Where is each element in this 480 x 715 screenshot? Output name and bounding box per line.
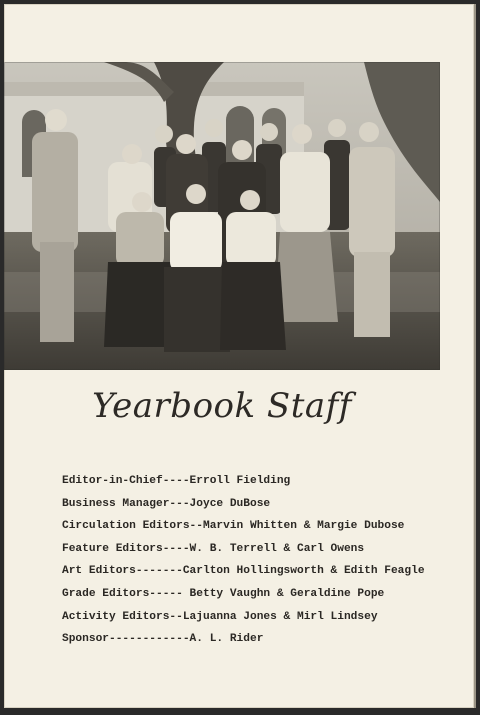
staff-line-editor-in-chief: Editor-in-Chief----Erroll Fielding (62, 475, 291, 487)
page-edge-shadow (474, 4, 476, 708)
yearbook-page (4, 4, 474, 708)
staff-line-activity-editors: Activity Editors--Lajuanna Jones & Mirl Lindsey (62, 610, 378, 623)
staff-line-business-manager: Business Manager---Joyce DuBose (62, 497, 271, 510)
staff-line-feature-editors: Feature Editors----W. B. Terrell & Carl Owens (62, 542, 365, 555)
staff-line-art-editors: Art Editors-------Carlton Hollingsworth & Edith Feagle (62, 565, 425, 578)
staff-line-circulation-editors: Circulation Editors--Marvin Whitten & Margie Dubose (62, 520, 405, 533)
staff-list (62, 470, 462, 651)
group-photo (4, 62, 440, 370)
staff-line-sponsor: Sponsor------------A. L. Rider (62, 633, 264, 646)
page-title: Yearbook Staff (92, 386, 352, 426)
group-photo-illustration (4, 62, 440, 370)
staff-line-grade-editors: Grade Editors----- Betty Vaughn & Geraldine Pope (62, 587, 385, 600)
